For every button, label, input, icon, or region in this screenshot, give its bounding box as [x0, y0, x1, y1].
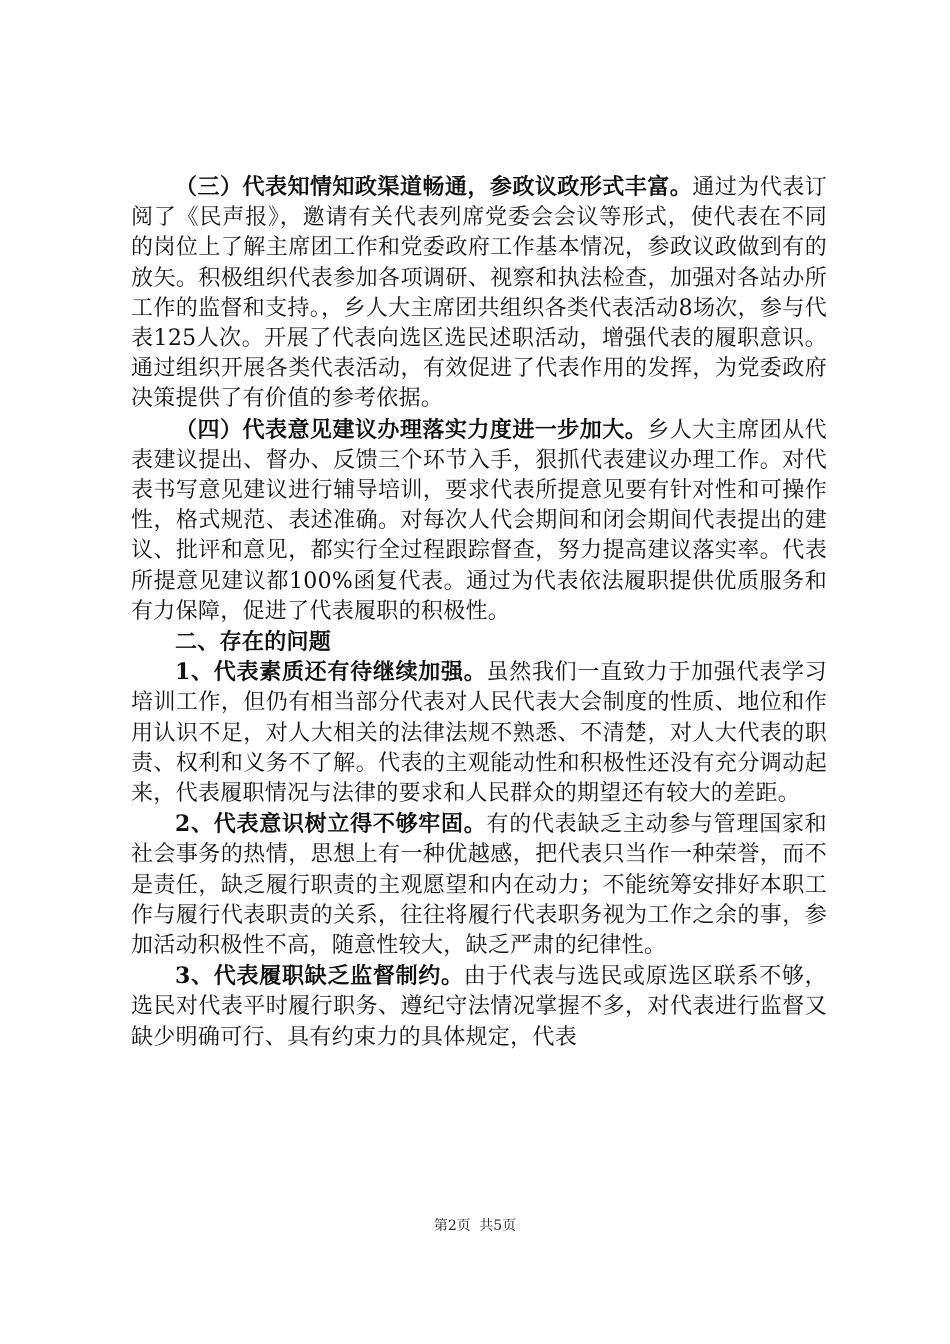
paragraph-problem-1 [131, 657, 827, 809]
paragraph-lead: （四）代表意见建议办理落实力度进一步加大。 [175, 416, 648, 443]
page-number: 第2页 [433, 1218, 471, 1234]
paragraph-problem-3 [131, 961, 827, 1053]
paragraph-problem-2 [131, 809, 827, 961]
paragraph-suggestion-handling [131, 415, 827, 627]
page-footer [0, 1215, 950, 1235]
page-total: 共5页 [479, 1218, 517, 1234]
paragraph-lead: （三）代表知情知政渠道畅通，参政议政形式丰富。 [175, 174, 693, 200]
paragraph-text: 通过为代表订阅了《民声报》，邀请有关代表列席党委会会议等形式，使代表在不同的岗位上了解主席团工作和党委政府工作基本情况，参政议政做到有的放矢。积极组织代表参加各项调研、视察和执法检查，加强对各站办所工作的监督和支持。，乡人大主席团共组织各类代表活动8场次，参与代表125人次。开展了代表向选区选民述职活动，增强代表的履职意识。通过组织开展各类代表活动，有效促进了代表作用的发挥，为党委政府决策提供了有价值的参考依据。 [131, 175, 827, 412]
paragraph-representative-info-channels [131, 172, 827, 415]
paragraph-lead: 3、代表履职缺乏监督制约。 [175, 963, 464, 990]
paragraph-lead: 2、代表意识树立得不够牢固。 [175, 811, 487, 838]
paragraph-text: 虽然我们一直致力于加强代表学习培训工作，但仍有相当部分代表对人民代表大会制度的性质、地位和作用认识不足，对人大相关的法律法规不熟悉、不清楚，对人大代表的职责、权利和义务不了解。代表的主观能动性和积极性还没有充分调动起来，代表履职情况与法律的要求和人民群众的期望还有较大的差距。 [131, 660, 827, 807]
section-heading-problems: 二、存在的问题 [175, 629, 332, 656]
paragraph-text: 乡人大主席团从代表建议提出、督办、反馈三个环节入手，狠抓代表建议办理工作。对代表书写意见建议进行辅导培训，要求代表所提意见要有针对性和可操作性，格式规范、表述准确。对每次人代会期间和闭会期间代表提出的建议、批评和意见，都实行全过程跟踪督查，努力提高建议落实率。代表所提意见建议都100%函复代表。通过为代表依法履职提供优质服务和有力保障，促进了代表履职的积极性。 [131, 417, 827, 624]
document-body [131, 172, 827, 1053]
paragraph-text: 有的代表缺乏主动参与管理国家和社会事务的热情，思想上有一种优越感，把代表只当作一种荣誉，而不是责任，缺乏履行职责的主观愿望和内在动力；不能统筹安排好本职工作与履行代表职责的关系，往往将履行代表职务视为工作之余的事，参加活动积极性不高，随意性较大，缺乏严肃的纪律性。 [131, 812, 827, 959]
paragraph-lead: 1、代表素质还有待继续加强。 [175, 659, 487, 686]
paragraph-text: 由于代表与选民或原选区联系不够，选民对代表平时履行职务、遵纪守法情况掌握不多，对代表进行监督又缺少明确可行、具有约束力的具体规定，代表 [131, 964, 827, 1050]
